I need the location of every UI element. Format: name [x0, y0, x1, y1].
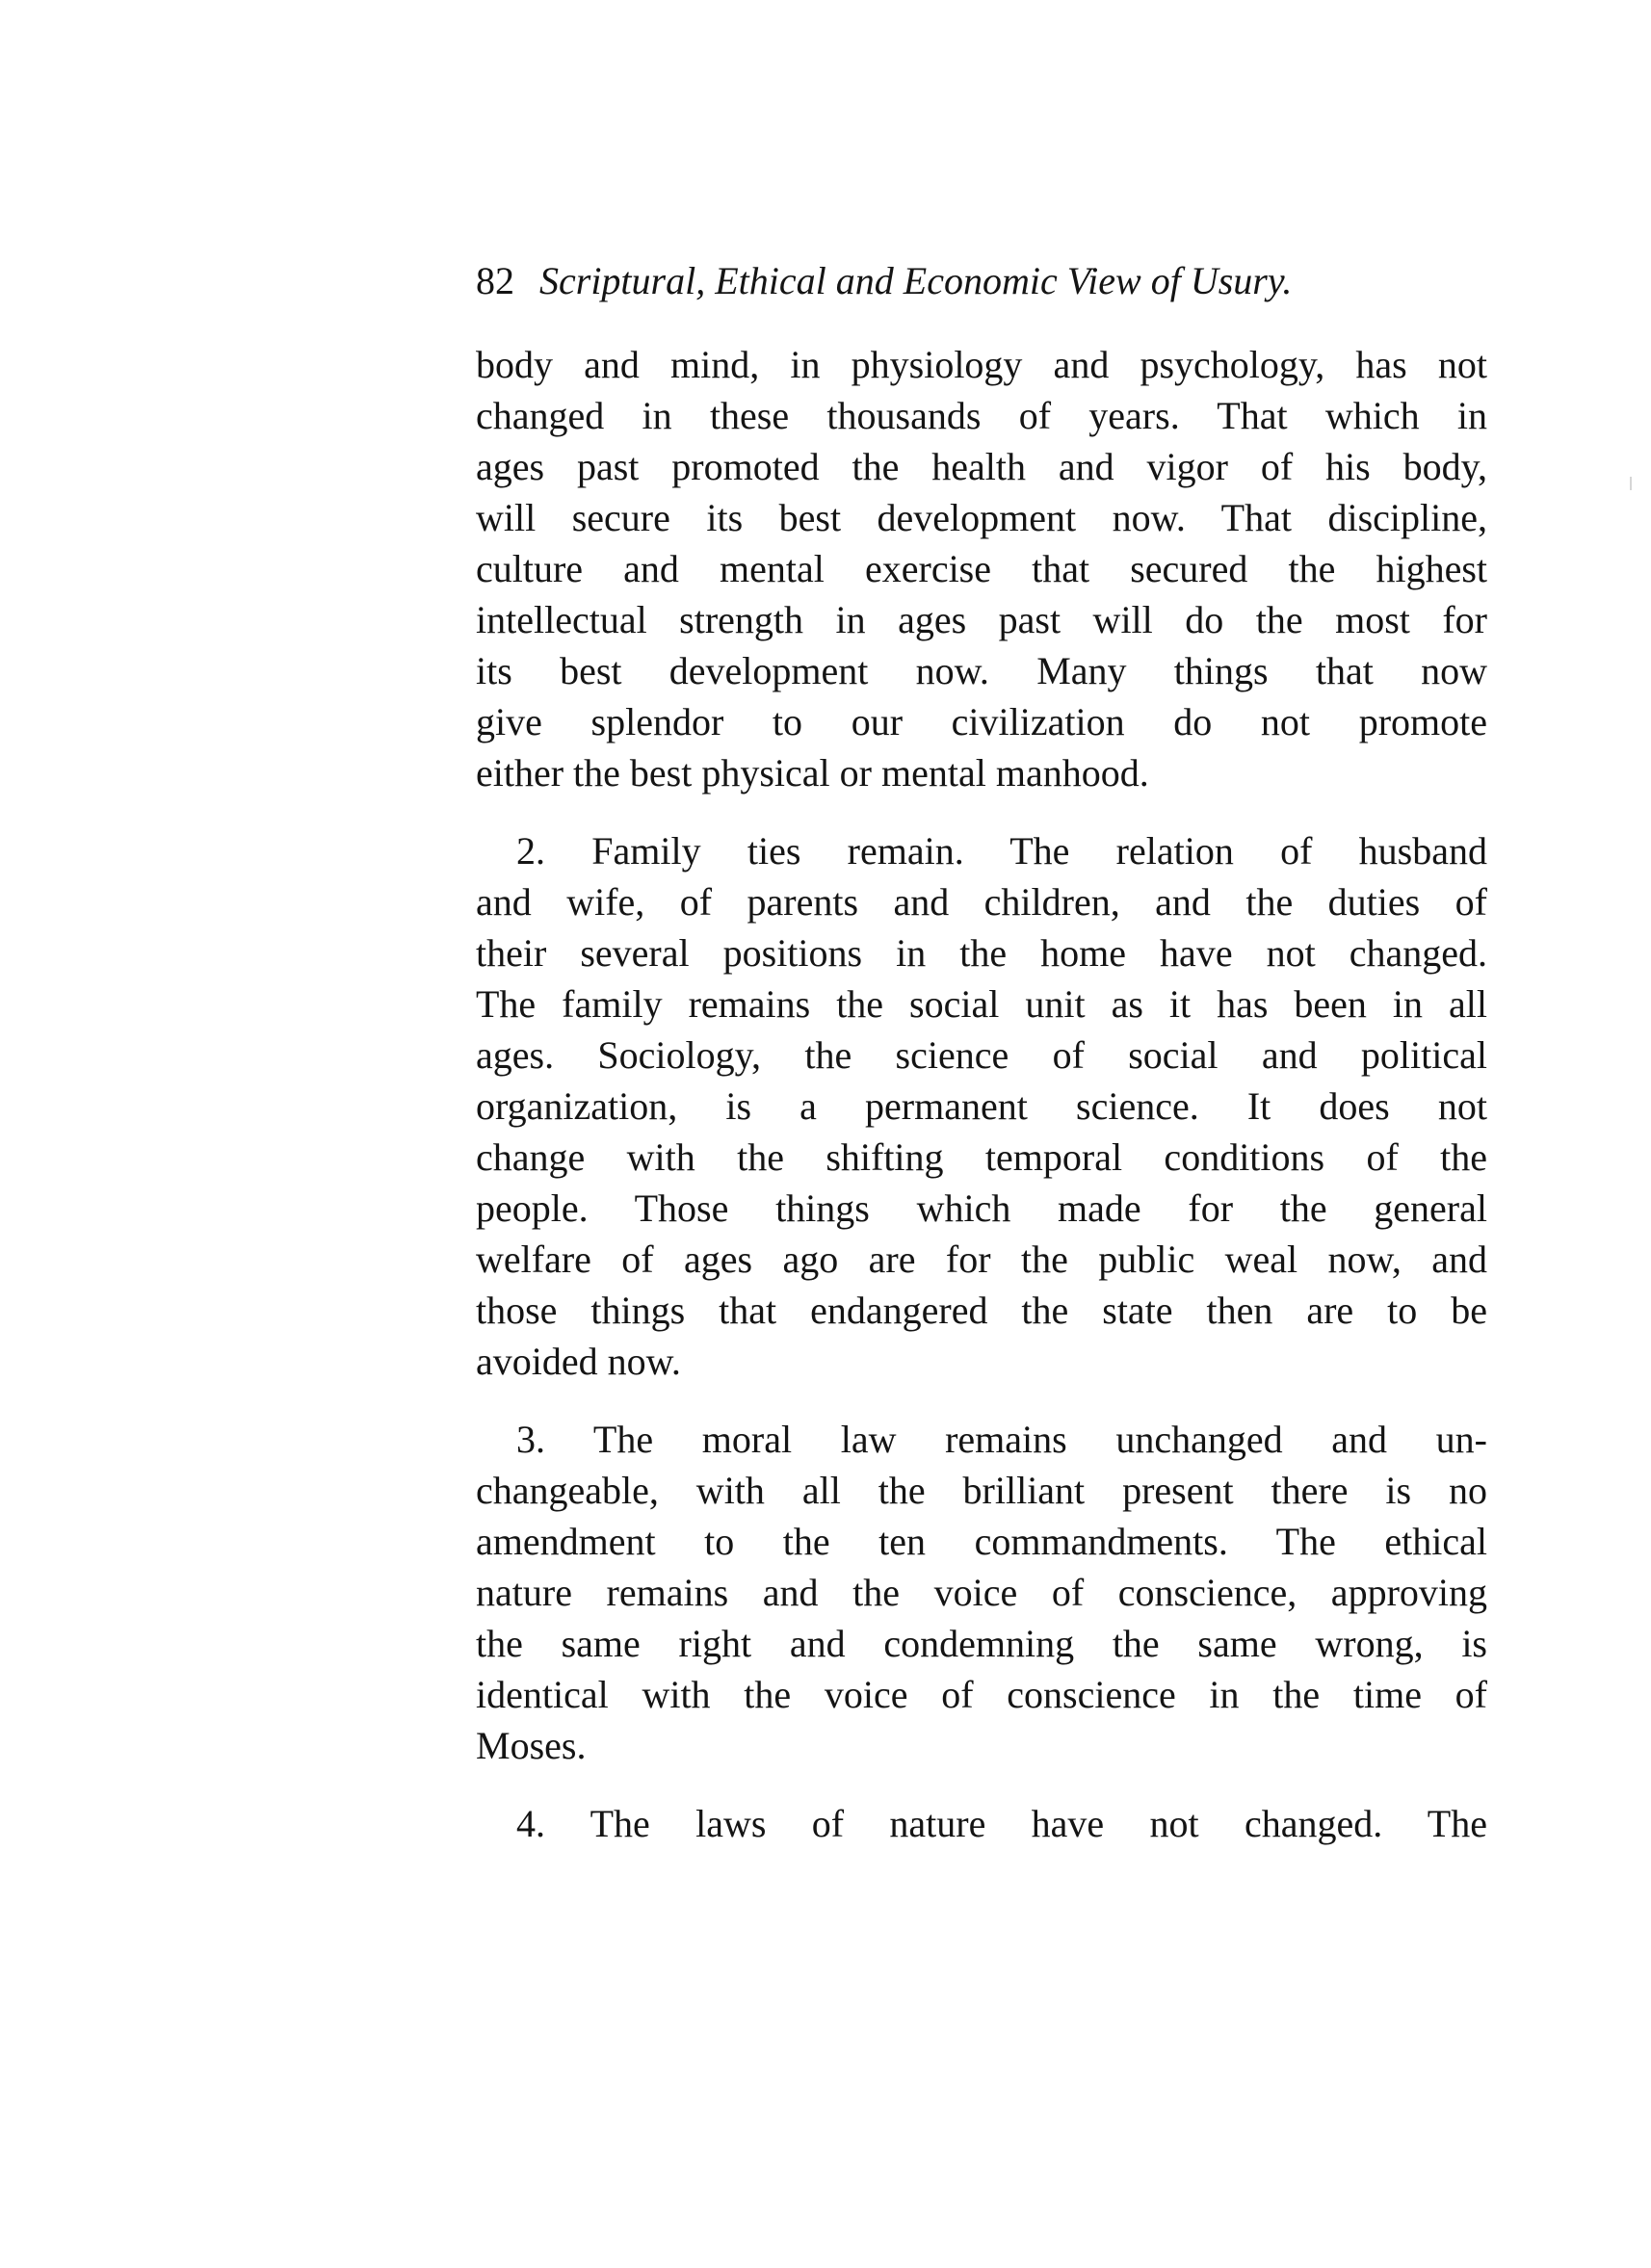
- text-line: intellectual strength in ages past will do the most for: [476, 598, 1487, 641]
- text-line: The family remains the social unit as it has been in all: [476, 982, 1487, 1026]
- text-line: welfare of ages ago are for the public weal now, and: [476, 1238, 1487, 1281]
- text-line: body and mind, in physiology and psychology, has not: [476, 343, 1487, 386]
- text-line: those things that endangered the state then are to be: [476, 1289, 1487, 1332]
- text-line: 3. The moral law remains unchanged and un-: [516, 1418, 1487, 1461]
- text-line: culture and mental exercise that secured the highest: [476, 547, 1487, 590]
- text-line: the same right and condemning the same wrong, is: [476, 1622, 1487, 1665]
- paragraph-3: [476, 1414, 1487, 1771]
- text-line: 2. Family ties remain. The relation of husband: [516, 829, 1487, 873]
- running-head: [476, 252, 1487, 310]
- text-line: its best development now. Many things that now: [476, 649, 1487, 692]
- text-line: either the best physical or mental manhood.: [476, 751, 1149, 795]
- paragraph-2: [476, 825, 1487, 1387]
- text-line: and wife, of parents and children, and the duties of: [476, 880, 1487, 924]
- page-number: 82: [476, 259, 514, 302]
- text-line: amendment to the ten commandments. The ethical: [476, 1520, 1487, 1563]
- text-line: ages past promoted the health and vigor of his body,: [476, 445, 1487, 488]
- text-line: nature remains and the voice of conscience, approving: [476, 1571, 1487, 1614]
- text-line: people. Those things which made for the general: [476, 1186, 1487, 1230]
- text-line: changed in these thousands of years. That which in: [476, 394, 1487, 437]
- text-line: avoided now.: [476, 1340, 681, 1383]
- text-line: changeable, with all the brilliant present there is no: [476, 1469, 1487, 1512]
- body-text: [476, 339, 1487, 1876]
- margin-mark: [1630, 477, 1632, 490]
- text-line: 4. The laws of nature have not changed. The: [516, 1802, 1487, 1845]
- text-line: give splendor to our civilization do not promote: [476, 700, 1487, 743]
- text-line: organization, is a permanent science. It does not: [476, 1084, 1487, 1128]
- text-line: their several positions in the home have not changed.: [476, 931, 1487, 975]
- paragraph-1: [476, 339, 1487, 798]
- paragraph-4: [476, 1798, 1487, 1849]
- text-line: Moses.: [476, 1724, 587, 1767]
- text-line: ages. Sociology, the science of social and political: [476, 1033, 1487, 1077]
- text-line: change with the shifting temporal conditions of the: [476, 1135, 1487, 1179]
- text-line: will secure its best development now. That discipline,: [476, 496, 1487, 539]
- running-title: Scriptural, Ethical and Economic View of Usury.: [539, 259, 1293, 302]
- text-line: identical with the voice of conscience in the time of: [476, 1673, 1487, 1716]
